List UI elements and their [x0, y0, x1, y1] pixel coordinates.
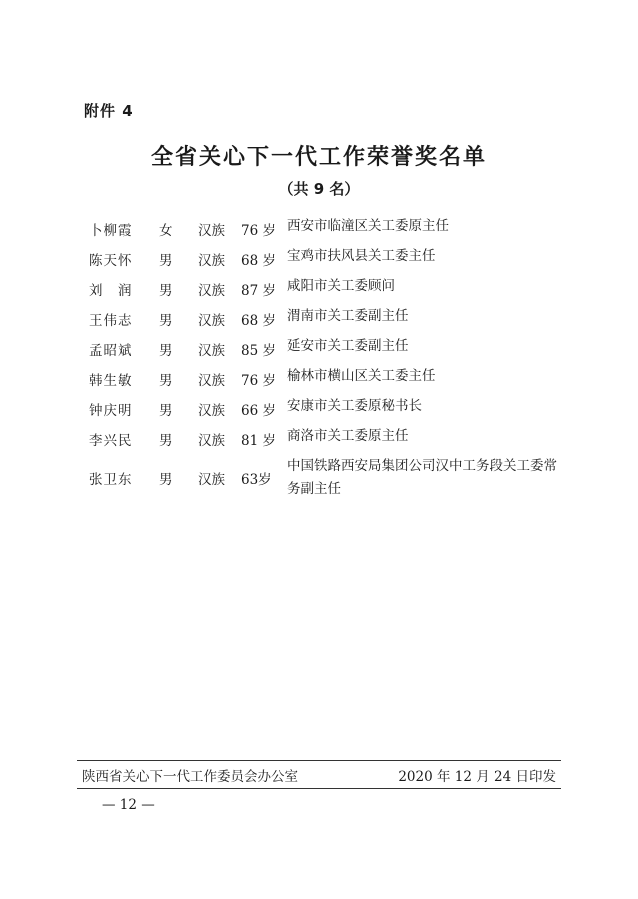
honoree-gender: 男: [159, 313, 173, 329]
honoree-position: 宝鸡市扶风县关工委主任: [287, 248, 436, 264]
footer-date: 2020 年 12 月 24 日印发: [398, 769, 556, 785]
page-title: 全省关心下一代工作荣誉奖名单: [150, 145, 487, 170]
honoree-name: 韩生敏: [89, 373, 133, 389]
list-item: [0, 366, 638, 396]
honoree-position: 渭南市关工委副主任: [287, 308, 409, 324]
honoree-ethnicity: 汉族: [198, 403, 225, 419]
honoree-gender: 男: [159, 403, 173, 419]
honoree-ethnicity: 汉族: [198, 313, 225, 329]
list-item: [0, 306, 638, 336]
list-item: [0, 276, 638, 306]
honoree-ethnicity: 汉族: [198, 283, 225, 299]
honoree-ethnicity: 汉族: [198, 472, 225, 488]
footer-divider-bottom: [77, 788, 561, 789]
honoree-position: 咸阳市关工委顾问: [287, 278, 395, 294]
honoree-name: 陈天怀: [89, 253, 133, 269]
list-item: [0, 426, 638, 456]
honoree-gender: 女: [159, 223, 173, 239]
honoree-age: 87 岁: [241, 283, 276, 299]
honoree-name: 钟庆明: [89, 403, 133, 419]
honoree-position: 中国铁路西安局集团公司汉中工务段关工委常务副主任: [287, 458, 557, 497]
footer-issuer: 陕西省关心下一代工作委员会办公室: [82, 769, 298, 785]
honoree-position: 商洛市关工委原主任: [287, 428, 409, 444]
honoree-list: [0, 216, 638, 496]
footer-divider-top: [77, 760, 561, 761]
honoree-position: 延安市关工委副主任: [287, 338, 409, 354]
list-item: [0, 246, 638, 276]
list-item: [0, 456, 638, 496]
honoree-gender: 男: [159, 283, 173, 299]
attachment-label: 附件 4: [84, 102, 134, 120]
honoree-name: 王伟志: [89, 313, 133, 329]
honoree-age: 76 岁: [241, 373, 276, 389]
list-item: [0, 216, 638, 246]
honoree-age: 76 岁: [241, 223, 276, 239]
honoree-name: 孟昭斌: [89, 343, 133, 359]
list-item: [0, 396, 638, 426]
honoree-name: 刘 润: [89, 283, 133, 299]
honoree-age: 68 岁: [241, 253, 276, 269]
honoree-gender: 男: [159, 472, 173, 488]
page-number: — 12 —: [102, 797, 155, 813]
honoree-age: 68 岁: [241, 313, 276, 329]
honoree-age: 66 岁: [241, 403, 276, 419]
honoree-age: 81 岁: [241, 433, 276, 449]
list-item: [0, 336, 638, 366]
honoree-ethnicity: 汉族: [198, 223, 225, 239]
honoree-position: 安康市关工委原秘书长: [287, 398, 422, 414]
honoree-age: 85 岁: [241, 343, 276, 359]
honoree-gender: 男: [159, 373, 173, 389]
honoree-gender: 男: [159, 343, 173, 359]
honoree-gender: 男: [159, 433, 173, 449]
honoree-ethnicity: 汉族: [198, 433, 225, 449]
honoree-name: 李兴民: [89, 433, 133, 449]
honoree-ethnicity: 汉族: [198, 373, 225, 389]
honoree-gender: 男: [159, 253, 173, 269]
page-subtitle: （共 9 名）: [278, 180, 360, 198]
honoree-ethnicity: 汉族: [198, 343, 225, 359]
honoree-ethnicity: 汉族: [198, 253, 225, 269]
honoree-name: 张卫东: [89, 472, 133, 488]
honoree-position: 榆林市横山区关工委主任: [287, 368, 436, 384]
honoree-age: 63岁: [241, 472, 272, 488]
honoree-position: 西安市临潼区关工委原主任: [287, 218, 449, 234]
honoree-name: 卜柳霞: [89, 223, 133, 239]
